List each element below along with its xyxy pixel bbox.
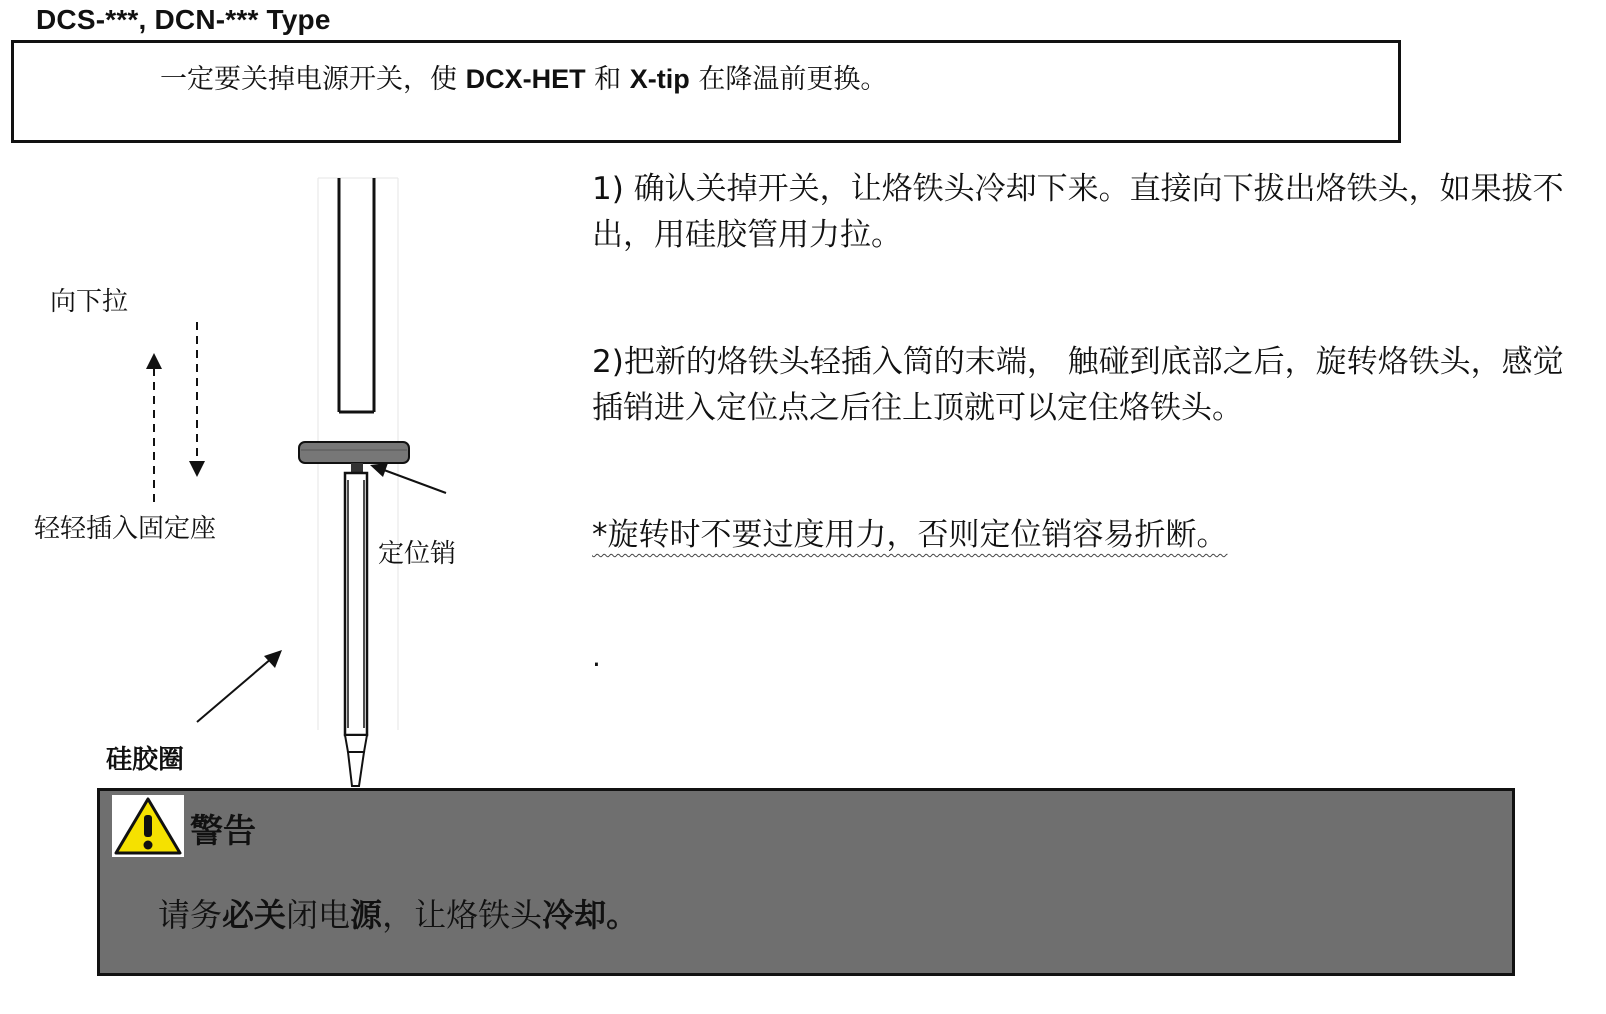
notice-post: 在降温前更换。: [689, 64, 888, 95]
warning-bold-2: 源: [350, 896, 383, 934]
insert-up-arrow: [146, 353, 162, 508]
stray-dot: .: [592, 640, 601, 673]
heater-tube: [339, 178, 374, 412]
warning-icon-frame: [112, 795, 184, 857]
notice-model2: X-tip: [629, 64, 690, 94]
warning-part-3: ，让烙铁头: [382, 896, 543, 934]
ring-pointer-arrow: [197, 650, 282, 722]
pull-down-label: 向下拉: [50, 287, 129, 317]
step-3-caution: *旋转时不要过度用力，否则定位销容易折断。: [592, 517, 1228, 553]
warning-bold-3: 冷却。: [542, 896, 639, 934]
warning-title: 警告: [190, 811, 256, 850]
warning-part-1: 请务: [158, 896, 223, 934]
locating-pin-label: 定位销: [378, 539, 457, 569]
warning-bold-1: 必关: [222, 896, 287, 934]
notice-mid: 和: [585, 64, 630, 95]
warning-panel: [97, 788, 1515, 976]
pin-pointer-arrow: [370, 463, 446, 493]
warning-triangle-icon: [112, 795, 184, 857]
insert-label: 轻轻插入固定座: [34, 514, 217, 544]
warning-part-2: 闭电: [286, 896, 351, 934]
warning-text: [158, 890, 638, 936]
silicone-ring-label: 硅胶圈: [106, 745, 185, 775]
pull-down-arrow: [189, 322, 205, 477]
step-1-text: 1) 确认关掉开关，让烙铁头冷却下来。直接向下拔出烙铁头，如果拔不出，用硅胶管用力拉。: [592, 171, 1564, 253]
soldering-tip: [345, 463, 367, 786]
notice-pre: 一定要关掉电源开关，使: [160, 64, 466, 95]
page-title: DCS-***, DCN-*** Type: [36, 4, 331, 35]
silicone-ring-disc: [299, 442, 409, 463]
notice-model1: DCX-HET: [465, 64, 586, 94]
step-2-text: 2)把新的烙铁头轻插入筒的末端， 触碰到底部之后，旋转烙铁头，感觉插销进入定位点之后往上顶就可以定住烙铁头。: [592, 344, 1564, 426]
